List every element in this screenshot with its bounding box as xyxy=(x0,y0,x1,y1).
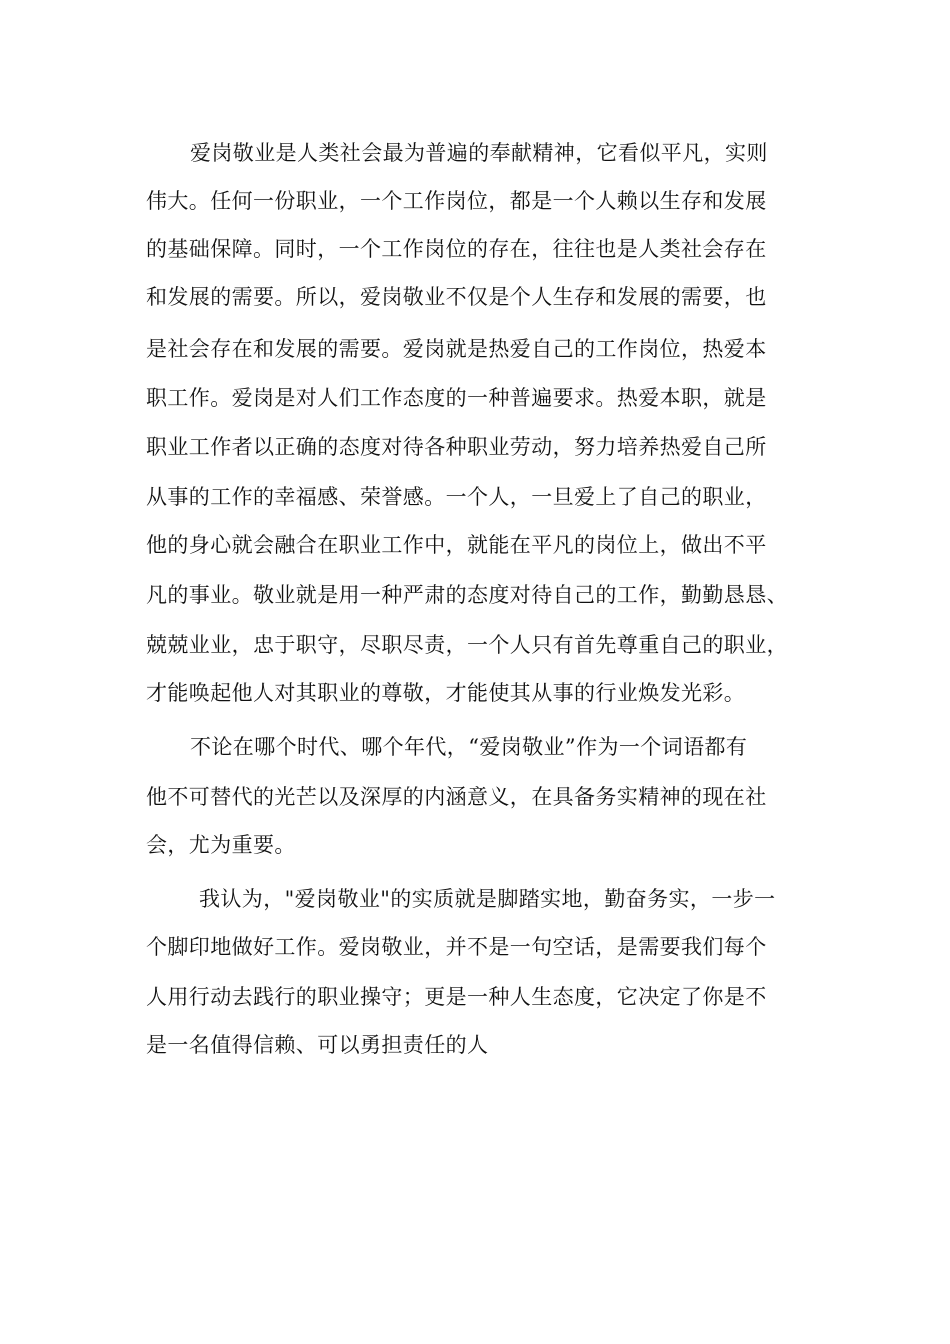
paragraph-1-line-11: 兢兢业业，忠于职守，尽职尽责，一个人只有首先尊重自己的职业， xyxy=(146,633,788,657)
paragraph-1-line-7: 职业工作者以正确的态度对待各种职业劳动，努力培养热爱自己所 xyxy=(146,435,767,459)
paragraph-1-line-1: 爱岗敬业是人类社会最为普遍的奉献精神，它看似平凡，实则 xyxy=(190,141,768,165)
paragraph-1-line-6: 职工作。爱岗是对人们工作态度的一种普遍要求。热爱本职，就是 xyxy=(146,386,767,410)
paragraph-1-line-9: 他的身心就会融合在职业工作中，就能在平凡的岗位上，做出不平 xyxy=(146,533,767,557)
paragraph-3-line-1: 我认为，"爱岗敬业"的实质就是脚踏实地，勤奋务实，一步一 xyxy=(199,887,776,911)
paragraph-1-line-5: 是社会存在和发展的需要。爱岗就是热爱自己的工作岗位，热爱本 xyxy=(146,337,767,361)
paragraph-1-line-4: 和发展的需要。所以，爱岗敬业不仅是个人生存和发展的需要，也 xyxy=(146,285,767,309)
paragraph-2-line-2: 他不可替代的光芒以及深厚的内涵意义，在具备务实精神的现在社 xyxy=(146,785,767,809)
paragraph-3-line-4: 是一名值得信赖、可以勇担责任的人 xyxy=(146,1033,489,1057)
paragraph-2-line-1: 不论在哪个时代、哪个年代，“爱岗敬业”作为一个词语都有 xyxy=(190,735,748,759)
paragraph-1-line-10: 凡的事业。敬业就是用一种严肃的态度对待自己的工作，勤勤恳恳、 xyxy=(146,583,788,607)
paragraph-1-line-3: 的基础保障。同时，一个工作岗位的存在，往往也是人类社会存在 xyxy=(146,237,767,261)
paragraph-3-line-2: 个脚印地做好工作。爱岗敬业，并不是一句空话，是需要我们每个 xyxy=(146,935,767,959)
paragraph-1-line-12: 才能唤起他人对其职业的尊敬，才能使其从事的行业焕发光彩。 xyxy=(146,681,746,705)
paragraph-3-line-3: 人用行动去践行的职业操守；更是一种人生态度，它决定了你是不 xyxy=(146,985,767,1009)
paragraph-1-line-8: 从事的工作的幸福感、荣誉感。一个人，一旦爱上了自己的职业， xyxy=(146,485,767,509)
paragraph-2-line-3: 会，尤为重要。 xyxy=(146,833,296,857)
paragraph-1-line-2: 伟大。任何一份职业，一个工作岗位，都是一个人赖以生存和发展 xyxy=(146,189,767,213)
